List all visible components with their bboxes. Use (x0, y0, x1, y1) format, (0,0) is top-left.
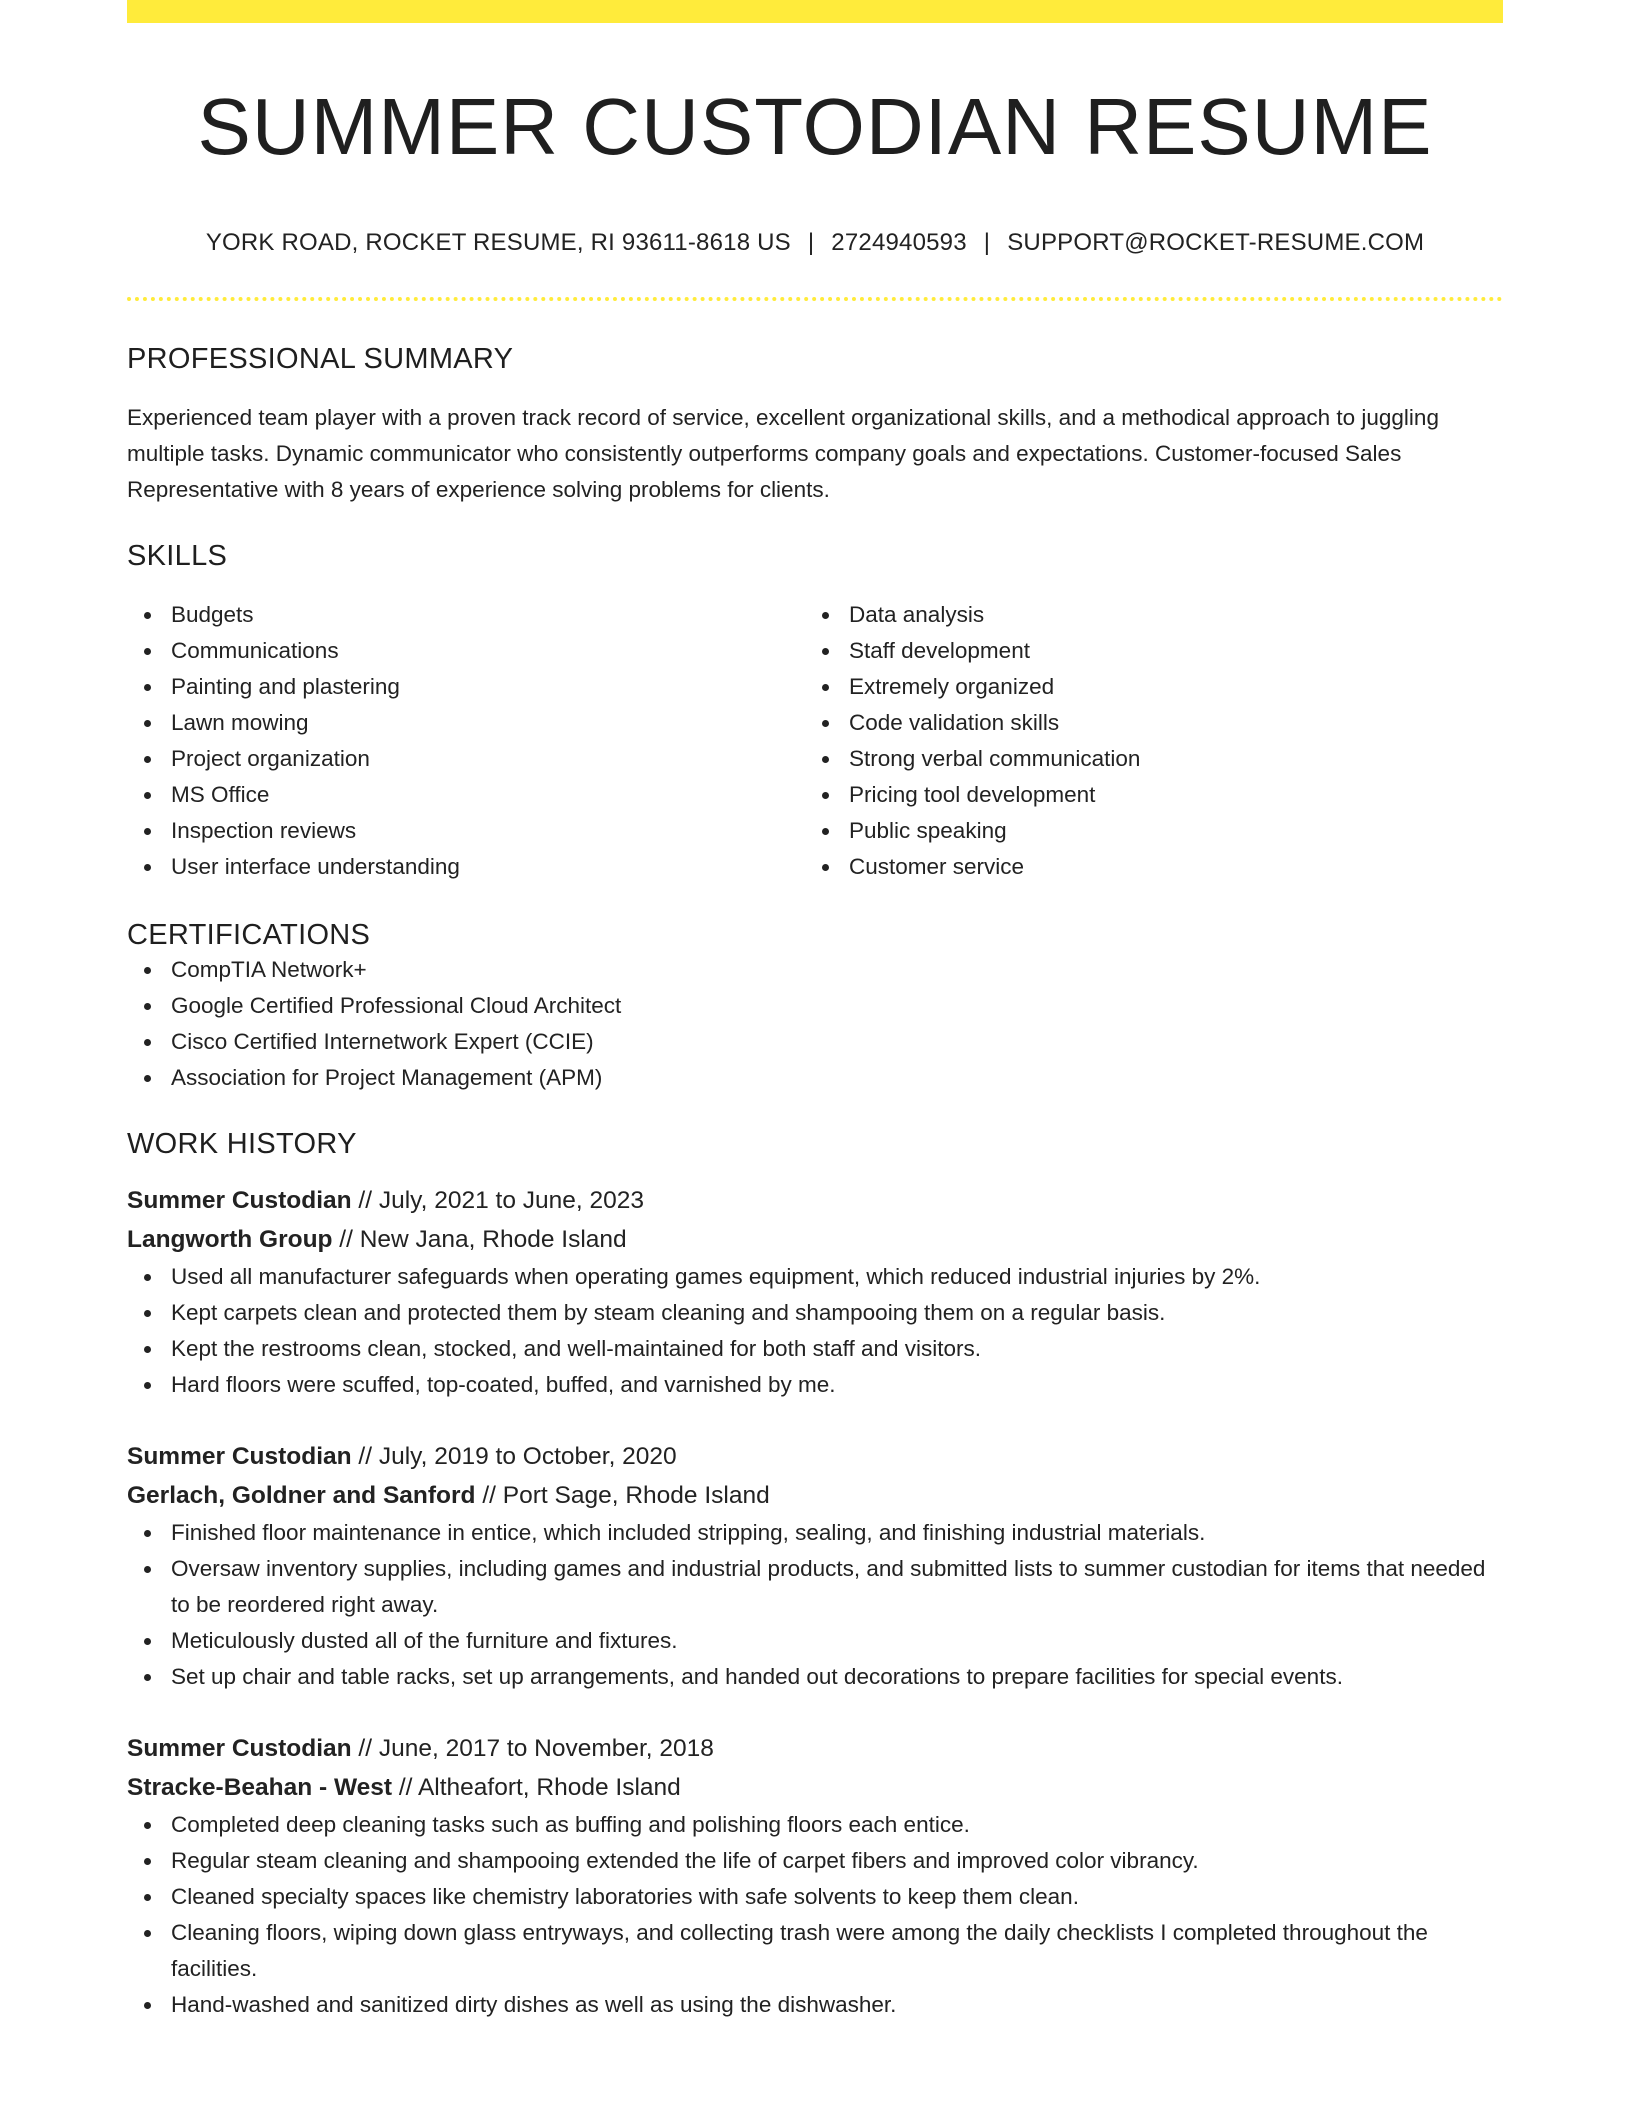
job-location: // New Jana, Rhode Island (332, 1226, 627, 1253)
job-role: Summer Custodian (127, 1735, 352, 1762)
job-dates: // June, 2017 to November, 2018 (351, 1735, 714, 1762)
job-bullet-list (127, 1515, 1503, 1695)
contact-address: YORK ROAD, ROCKET RESUME, RI 93611-8618 US (205, 229, 791, 256)
skill-item: MS Office (127, 777, 805, 813)
skills-grid (127, 597, 1503, 885)
job-bullet: Finished floor maintenance in entice, which included stripping, sealing, and finishing industrial materials. (127, 1515, 1503, 1551)
skill-item: Data analysis (805, 597, 1483, 633)
skill-item: Painting and plastering (127, 669, 805, 705)
certification-item: Google Certified Professional Cloud Architect (127, 988, 1503, 1024)
job-bullet: Set up chair and table racks, set up arrangements, and handed out decorations to prepare facilities for special events. (127, 1659, 1503, 1695)
skills-list-left (127, 597, 805, 885)
work-history-heading: WORK HISTORY (127, 1128, 357, 1160)
job-bullet: Kept carpets clean and protected them by steam cleaning and shampooing them on a regular basis. (127, 1295, 1503, 1331)
certifications-heading: CERTIFICATIONS (127, 919, 371, 951)
job-bullet: Meticulously dusted all of the furniture and fixtures. (127, 1623, 1503, 1659)
job-bullet: Completed deep cleaning tasks such as buffing and polishing floors each entice. (127, 1807, 1503, 1843)
job-company-line (127, 1768, 1503, 1807)
skill-item: Project organization (127, 741, 805, 777)
skill-item: User interface understanding (127, 849, 805, 885)
certification-item: Association for Project Management (APM) (127, 1060, 1503, 1096)
job-company: Stracke-Beahan - West (127, 1774, 393, 1801)
skill-item: Budgets (127, 597, 805, 633)
top-accent-bar (127, 0, 1503, 23)
skill-item: Strong verbal communication (805, 741, 1483, 777)
job-title-line (127, 1181, 1503, 1220)
job-bullet: Hand-washed and sanitized dirty dishes as well as using the dishwasher. (127, 1987, 1503, 2023)
job-role: Summer Custodian (127, 1187, 352, 1214)
job-role: Summer Custodian (127, 1443, 352, 1470)
job-title-line (127, 1437, 1503, 1476)
job-bullet: Cleaned specialty spaces like chemistry laboratories with safe solvents to keep them clean. (127, 1879, 1503, 1915)
job-bullet-list (127, 1259, 1503, 1403)
contact-line (127, 229, 1503, 257)
job-bullet-list (127, 1807, 1503, 2023)
job-bullet: Kept the restrooms clean, stocked, and well-maintained for both staff and visitors. (127, 1331, 1503, 1367)
certification-item: CompTIA Network+ (127, 952, 1503, 988)
skill-item: Extremely organized (805, 669, 1483, 705)
job-entry (127, 1729, 1503, 2023)
skill-item: Lawn mowing (127, 705, 805, 741)
skill-item: Staff development (805, 633, 1483, 669)
contact-phone: 2724940593 (831, 229, 967, 256)
job-entry (127, 1437, 1503, 1695)
work-history-list (127, 1181, 1503, 2023)
skills-column-right (805, 597, 1483, 885)
skill-item: Communications (127, 633, 805, 669)
contact-email: SUPPORT@ROCKET-RESUME.COM (1007, 229, 1425, 256)
job-location: // Altheafort, Rhode Island (392, 1774, 681, 1801)
job-bullet: Oversaw inventory supplies, including games and industrial products, and submitted lists to summer custodian for items that needed to be reordered right away. (127, 1551, 1503, 1623)
certification-item: Cisco Certified Internetwork Expert (CCIE) (127, 1024, 1503, 1060)
summary-heading: PROFESSIONAL SUMMARY (127, 343, 514, 375)
job-entry (127, 1181, 1503, 1403)
job-bullet: Cleaning floors, wiping down glass entryways, and collecting trash were among the daily checklists I completed throughout the facilities. (127, 1915, 1503, 1987)
summary-text: Experienced team player with a proven track record of service, excellent organizational skills, and a methodical approach to juggling multiple tasks. Dynamic communicator who consistently outperforms company goals and expectations. Customer-focused Sales Representative with 8 years of experience solving problems for clients. (127, 405, 1439, 502)
job-bullet: Used all manufacturer safeguards when operating games equipment, which reduced industrial injuries by 2%. (127, 1259, 1503, 1295)
job-bullet: Regular steam cleaning and shampooing extended the life of carpet fibers and improved color vibrancy. (127, 1843, 1503, 1879)
skills-list-right (805, 597, 1483, 885)
skills-heading: SKILLS (127, 540, 228, 572)
resume-page (127, 0, 1503, 2023)
job-location: // Port Sage, Rhode Island (475, 1482, 770, 1509)
skill-item: Customer service (805, 849, 1483, 885)
contact-separator: | (983, 229, 991, 256)
job-company: Gerlach, Goldner and Sanford (127, 1482, 476, 1509)
skills-column-left (127, 597, 805, 885)
skill-item: Public speaking (805, 813, 1483, 849)
dotted-divider (127, 297, 1503, 301)
skill-item: Inspection reviews (127, 813, 805, 849)
job-company-line (127, 1476, 1503, 1515)
job-dates: // July, 2021 to June, 2023 (351, 1187, 645, 1214)
skill-item: Pricing tool development (805, 777, 1483, 813)
certifications-list (127, 952, 1503, 1096)
contact-separator: | (807, 229, 815, 256)
job-bullet: Hard floors were scuffed, top-coated, buffed, and varnished by me. (127, 1367, 1503, 1403)
job-company: Langworth Group (127, 1226, 333, 1253)
job-company-line (127, 1220, 1503, 1259)
resume-title: SUMMER CUSTODIAN RESUME (197, 82, 1433, 171)
job-title-line (127, 1729, 1503, 1768)
job-dates: // July, 2019 to October, 2020 (351, 1443, 677, 1470)
skill-item: Code validation skills (805, 705, 1483, 741)
